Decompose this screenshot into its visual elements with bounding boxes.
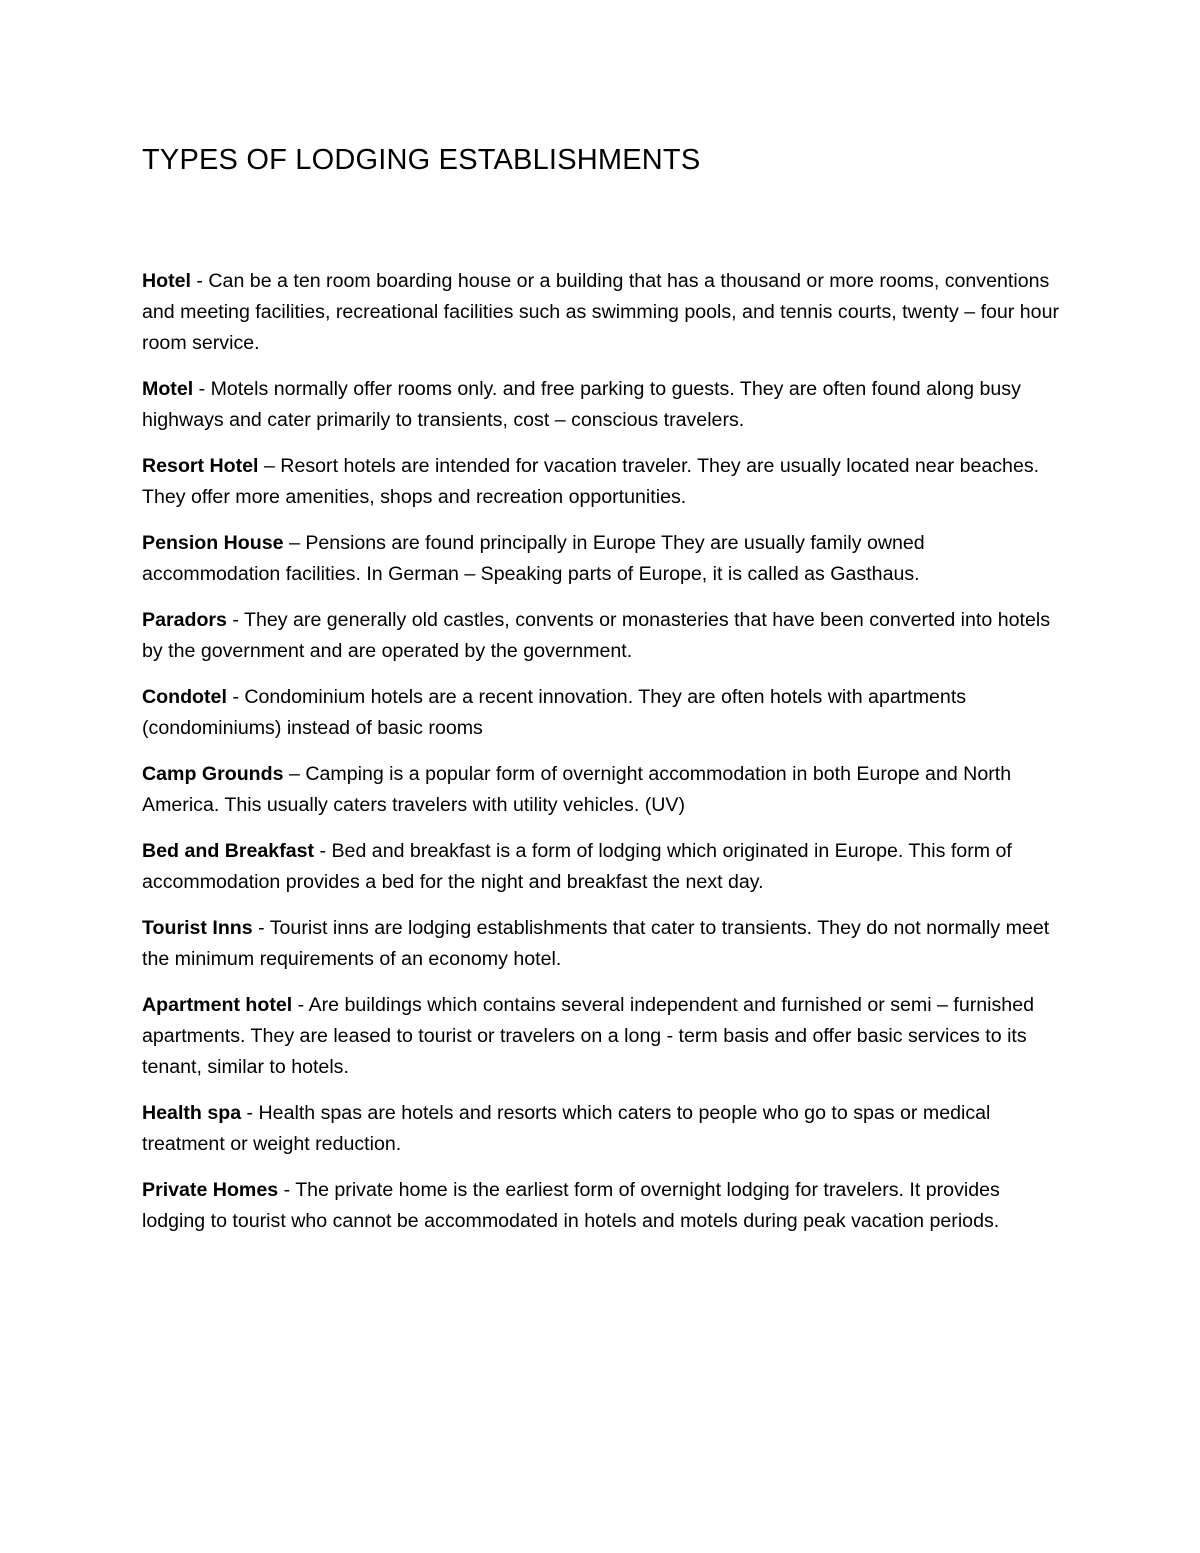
entry-separator: – xyxy=(258,455,281,477)
entry-term: Resort Hotel xyxy=(142,455,259,477)
entry-tourist-inns xyxy=(142,913,1060,975)
entry-separator: - xyxy=(292,994,309,1016)
entry-definition: The private home is the earliest form of overnight lodging for travelers. It provides lodging to tourist who cannot be accommodated in hotels and motels during peak vacation periods. xyxy=(142,1179,1000,1232)
entry-separator: – xyxy=(283,532,306,554)
entry-definition: Pensions are found principally in Europe They are usually family owned accommodation facilities. In German – Speaking parts of Europe, it is called as Gasthaus. xyxy=(142,532,925,585)
entry-separator: - xyxy=(190,270,209,292)
entry-separator: - xyxy=(314,840,332,862)
entry-separator: - xyxy=(278,1179,296,1201)
entry-resort-hotel xyxy=(142,451,1060,513)
entry-paradors xyxy=(142,605,1060,667)
entry-definition: Tourist inns are lodging establishments that cater to transients. They do not normally meet the minimum requirements of an economy hotel. xyxy=(142,917,1050,970)
entry-pension-house xyxy=(142,528,1060,590)
entry-apartment-hotel xyxy=(142,990,1060,1083)
entry-list xyxy=(142,266,1060,1252)
entry-term: Health spa xyxy=(142,1102,242,1124)
entry-hotel xyxy=(142,266,1060,359)
entry-term: Condotel xyxy=(142,686,227,708)
entry-separator: - xyxy=(252,917,270,939)
document-title: TYPES OF LODGING ESTABLISHMENTS xyxy=(142,144,701,176)
entry-term: Pension House xyxy=(142,532,284,554)
entry-separator: - xyxy=(193,378,211,400)
entry-term: Tourist Inns xyxy=(142,917,253,939)
entry-bed-and-breakfast xyxy=(142,836,1060,898)
entry-definition: Camping is a popular form of overnight accommodation in both Europe and North America. This usually caters travelers with utility vehicles. (UV) xyxy=(142,763,1012,816)
entry-term: Private Homes xyxy=(142,1179,279,1201)
entry-camp-grounds xyxy=(142,759,1060,821)
entry-definition: Bed and breakfast is a form of lodging which originated in Europe. This form of accommodation provides a bed for the night and breakfast the next day. xyxy=(142,840,1012,893)
entry-definition: Resort hotels are intended for vacation traveler. They are usually located near beaches. They offer more amenities, shops and recreation opportunities. xyxy=(142,455,1040,508)
entry-definition: Are buildings which contains several independent and furnished or semi – furnished apartments. They are leased to tourist or travelers on a long - term basis and offer basic services to its tenant, similar to hotels. xyxy=(142,994,1034,1078)
entry-term: Hotel xyxy=(142,270,191,292)
entry-definition: Condominium hotels are a recent innovation. They are often hotels with apartments (condominiums) instead of basic rooms xyxy=(142,686,967,739)
entry-private-homes xyxy=(142,1175,1060,1237)
entry-term: Bed and Breakfast xyxy=(142,840,315,862)
entry-separator: - xyxy=(226,609,245,631)
entry-term: Apartment hotel xyxy=(142,994,293,1016)
entry-term: Camp Grounds xyxy=(142,763,284,785)
entry-separator: - xyxy=(226,686,245,708)
entry-definition: Health spas are hotels and resorts which caters to people who go to spas or medical treatment or weight reduction. xyxy=(142,1102,991,1155)
entry-term: Paradors xyxy=(142,609,227,631)
entry-condotel xyxy=(142,682,1060,744)
entry-definition: Motels normally offer rooms only. and free parking to guests. They are often found along busy highways and cater primarily to transients, cost – conscious travelers. xyxy=(142,378,1021,431)
entry-health-spa xyxy=(142,1098,1060,1160)
entry-motel xyxy=(142,374,1060,436)
entry-separator: – xyxy=(283,763,306,785)
entry-definition: They are generally old castles, convents or monasteries that have been converted into hotels by the government and are operated by the government. xyxy=(142,609,1050,662)
entry-separator: - xyxy=(241,1102,259,1124)
entry-definition: Can be a ten room boarding house or a building that has a thousand or more rooms, conventions and meeting facilities, recreational facilities such as swimming pools, and tennis courts, twenty – four hour room service. xyxy=(142,270,1059,354)
entry-term: Motel xyxy=(142,378,194,400)
